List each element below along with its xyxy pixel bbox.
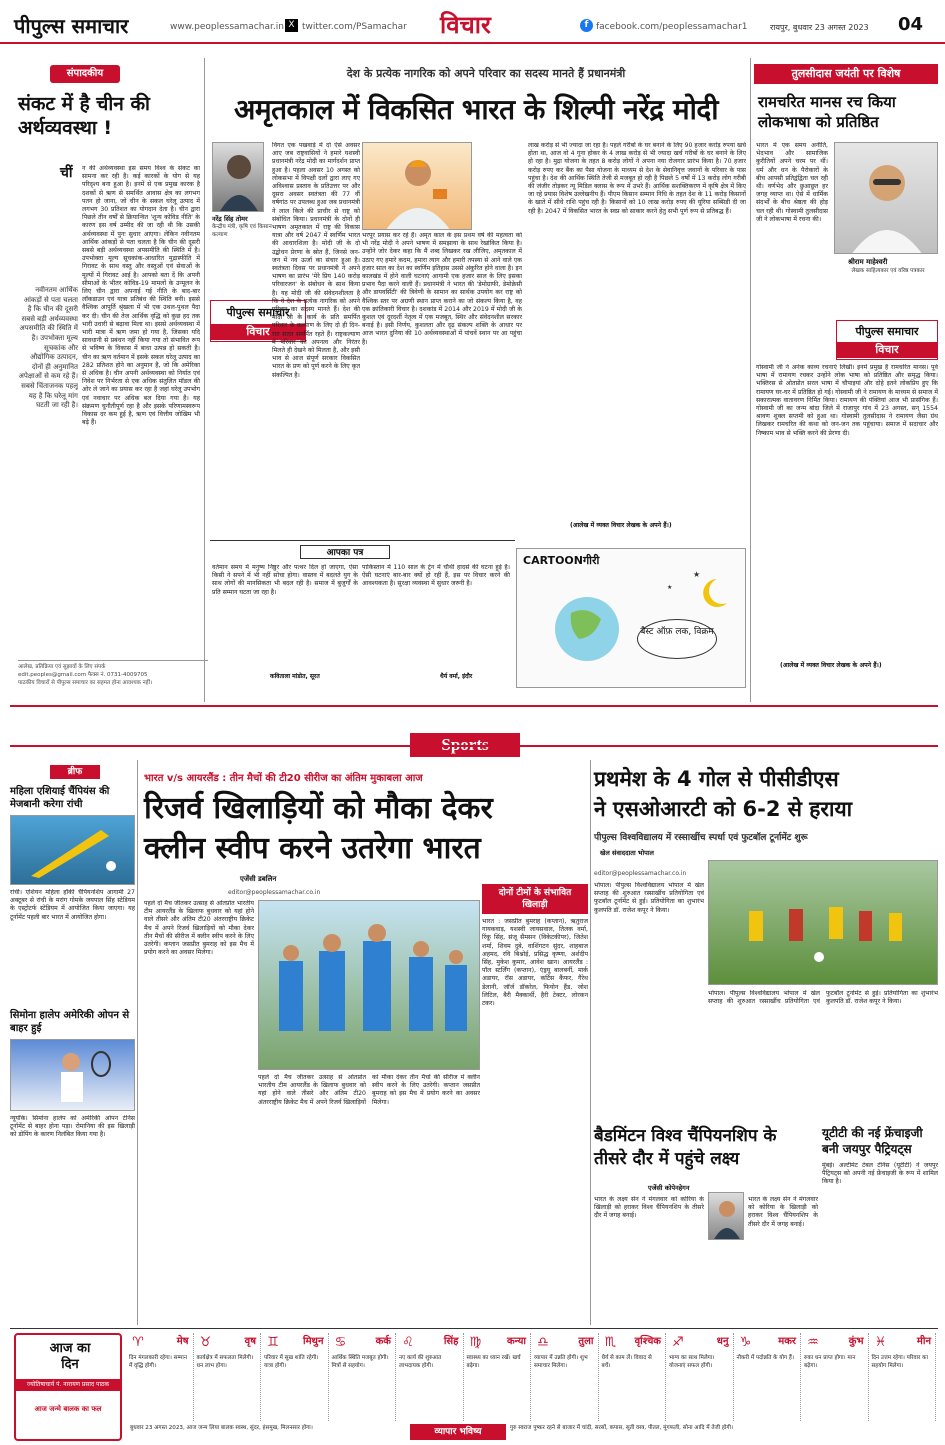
- rashi-text: भाग्य का साथ मिलेगा। योजनाएं सफल होंगी।: [669, 1355, 715, 1369]
- letters-col2: पाकिस्तान में 110 साल के ट्रेन में चौथी हादसे की घटना हुई है। ऐसी घटनाएं बार-बार क्यों हो रही हैं, इस पर विचार करने की आवश्यकता है। सुरक्षा व्यवस्था में सुधार जरूरी है।: [362, 564, 510, 588]
- horoscope-footer-right: गुरु स्वराज पुष्कर रहने से बाजार में चांदी, सरसों, कपास, सूती वस्त्र, पीतल, मूंगफली, सोना आदि में तेजी होगी।: [510, 1425, 734, 1431]
- section-title: विचार: [440, 11, 491, 39]
- zodiac-icon: ♈: [132, 1335, 144, 1350]
- page-number: 04: [898, 14, 924, 35]
- editorial-headline: संकट में है चीन की अर्थव्यवस्था !: [18, 93, 150, 139]
- cricket-headline2: क्लीन स्वीप करने उतरेगा भारत: [144, 831, 481, 866]
- badminton-body2: भारत के लक्ष्य सेन ने मंगलवार को कोरिया के खिलाड़ी को हराकर विश्व चैंपियनशिप के तीसरे दौर में जगह बनाई।: [748, 1196, 818, 1228]
- rashi-card: [329, 1333, 397, 1421]
- astrologer-name: ज्योतिषाचार्य पं. नारायण प्रसाद पाठक: [16, 1379, 120, 1391]
- probable-title: दोनों टीमों के संभावित खिलाड़ी: [482, 884, 588, 914]
- feature-brand-box: [836, 320, 938, 360]
- divider: [204, 58, 205, 702]
- dateline: रायपुर, बुधवार 23 अगस्त 2023: [770, 23, 869, 32]
- football-byline: खेल संवाददाता भोपाल: [600, 849, 654, 857]
- brief2-headline: सिमोना हालेप अमेरिकी ओपन से बाहर हुई: [10, 1010, 130, 1034]
- modi-photo: [362, 142, 472, 230]
- feature-author-photo: [834, 142, 938, 254]
- brief-column: [10, 765, 135, 1325]
- football-body: भोपाल। पीपुल्स विश्वविद्यालय भोपाल में खेल सप्ताह की शुरुआत रस्साखींच प्रतियोगिता एवं फुटबॉल टूर्नामेंट से हुई। प्रतियोगिता का शुभारंभ कुलपति डॉ. राजेश कपूर ने किया।: [594, 882, 704, 914]
- feature-body1: भारत में एक समय अनीति, भेदभाव और सामाजिक कुरीतियों अपने चरम पर थीं। धर्म और धन के पैरोकारों के बीच आपसी प्रतिद्वंद्विता चल रही थी। वर्णभेद और छुआछूत हर जगह व्याप्त था। ऐसे में धार्मिक संदर्भों के बीच श्रेष्ठता की होड़ चल रही थी। गोस्वामी तुलसीदास जी ने लोकभाषा में रचना की।: [756, 142, 828, 223]
- masthead: [0, 0, 945, 44]
- cricket-kicker: भारत v/s आयरलैंड : तीन मैचों की टी20 सीरीज का अंतिम मुकाबला आज: [144, 773, 423, 784]
- divider: [590, 760, 591, 1325]
- zodiac-icon: ♓: [874, 1335, 887, 1350]
- rashi-card: [464, 1333, 532, 1421]
- rashi-name: तुला: [578, 1336, 594, 1347]
- person-silhouette-icon: [835, 143, 938, 254]
- rashi-card: [531, 1333, 599, 1421]
- moon-globe-icon: [517, 549, 747, 689]
- cartoon-title: CARTOONगीरी: [523, 554, 600, 567]
- feature-brand-logo: पीपुल्स समाचार: [855, 325, 919, 338]
- brief1-headline: महिला एशियाई चैंपियंस की मेजबानी करेगा रांची: [10, 786, 110, 810]
- editorial-body: न की अर्थव्यवस्था इस समय विश्व के संकट का सामना कर रही है। कई कारकों के योग से यह परिदृश्य बना हुआ है। इनमें से एक प्रमुख कारक है दशकों से ऋण से समर्थित आवास क्षेत्र का लगभग पतन हो जाना, जो चीन के सकल घरेलू उत्पाद में लगभग 30 प्रतिशत का योगदान देता है। चीन द्वारा पिछले तीन वर्षों से क्रियान्वित 'शून्य कोविड नीति' के कारण इस वर्ष उम्मीद की जा रही थी कि उसकी अर्थव्यवस्था में पुनः सुधार आएगा। लेकिन नवीनतम आर्थिक आंकड़ों से पता चलता है कि चीन की दूसरी सबसे बड़ी अर्थव्यवस्था अपसमीति की स्थिति में है। उपभोक्ता मूल्य सूचकांक-आधारित मुद्रास्फीति में गिरावट के साथ वस्तु और वस्तुओं एवं सेवाओं के मूल्यों में गिरावट आई है। आपको बता दें कि अपनी सीमाओं के भीतर कोविड-19 मामलों के उन्मूलन के लिए चीन द्वारा अपनाई गई नीति के बाद-बार लॉकडाउन एवं यात्रा प्रतिबंध की स्थिति बनी। इससे वैश्विक आपूर्ति श्रृंखला में भी एक उथल-पुथल पैदा कर दी। चीन की तेज आर्थिक वृद्धि को कुछ हद तक भारी उधारी से बढ़ावा मिला था। इससे अर्थव्यवस्था में भारी मात्रा में ऋण जमा हो गया है, जिसका यदि सावधानी से प्रबंधन नहीं किया गया तो संभावित रूप से भविष्य के विकास में बाधा उत्पन्न हो सकती है। चीन का ऋण वर्तमान में इसके सकल घरेलू उत्पाद का 282 प्रतिशत होने का अनुमान है, जो कि अमेरिका से अधिक है। चीन अपनी अर्थव्यवस्था को निर्यात एवं निवेश पर निर्भरता से एक अधिक संतुलित मॉडल की ओर ले जाने का प्रयास कर रहा है जहां घरेलू उपभोग एवं नवाचार पर अधिक बल दिया गया है। यह संक्रमण चुनौतीपूर्ण रहा है और इसके परिणामस्वरूप विकास दर कम हुई है, ऋण एवं वित्तीय जोखिम भी बढ़े हैं।: [82, 165, 200, 427]
- zodiac-icon: ♐: [672, 1335, 684, 1350]
- badminton-headline: बैडमिंटन विश्व चैंपियनशिप के तीसरे दौर में पहुंचे लक्ष्य: [594, 1126, 777, 1169]
- person-silhouette-icon: [709, 1193, 744, 1240]
- rashi-card: [869, 1333, 937, 1421]
- hockey-photo: [10, 815, 135, 885]
- rashi-text: व्यापार में उन्नति होगी। शुभ समाचार मिलेगा।: [534, 1355, 588, 1369]
- lead-col3: लाख करोड़ से भी ज्यादा जा रहा है। पहले गरीबों के घर बनाने के लिए 90 हजार करोड़ रुपया खर्च होता था, आज वो 4 गुना होकर के 4 लाख करोड़ से भी ज्यादा खर्च गरीबों के घर बनाने के लिए हो रहा है। मुद्रा योजना के तहत 8 करोड़ लोगों ने अपना नया रोजगार प्रारंभ किया है। 70 हजार करोड़ रुपए कर बैंक का पैसा योजना के माध्यम से देश के सेवानिवृत्त जवानों के परिवार के पास पहुंचा है। देश की आर्थिक स्थिति तेजी से मजबूत हो रही है पिछले 5 वर्षों में 13 करोड़ लोग गरीबी की जंजीर तोड़कर न्यू मिडिल क्लास के रूप में उभरे हैं। आर्थिक सशक्तिकरण में कृषि क्षेत्र में किए जा रहे प्रयास विशेष उल्लेखनीय हैं। पीएम किसान सम्मान निधि के तहत देश के 11 करोड़ किसानों के खाते में सीधे राशि पहुंच रही है। किसानों को 10 लाख करोड़ रुपए की यूरिया सब्सिडी दी जा रही है। 2047 में विकसित भारत के स्वप्न को साकार करने हेतु सभी पूर्ण रूप से प्रतिबद्ध हैं।: [528, 142, 746, 215]
- cricket-team-icon: [259, 901, 480, 1070]
- child-fortune: आज जन्मे बालक का फल: [34, 1405, 102, 1413]
- cricket-body-cont: पहले दो मैच जीतकर उत्साह से ओतप्रोत भारतीय टीम आयरलैंड के खिलाफ बुधवार को यहां होने वाले तीसरे और अंतिम टी20 अंतरराष्ट्रीय क्रिकेट मैच में अपने रिजर्व खिलाड़ियों को मौका देकर तीन मैचों की सीरीज में क्लीन स्वीप करने के लिए उतरेगी। कप्तान जसप्रीत बुमराह को इस मैच में प्रयोग करने का अवसर मिलेगा।: [258, 1074, 480, 1106]
- lead-headline: अमृतकाल में विकसित भारत के शिल्पी नरेंद्र मोदी: [233, 93, 719, 126]
- letters-col1: वर्तमान समय में मनुष्य निष्ठुर और पत्थर दिल हो जाएगा, ऐसा किसी ने सपने में भी नहीं सोचा होगा। वास्तव में बदलते युग के साथ लोगों की मानसिकता भी बदल रही है। समाज में बुजुर्गों के प्रति सम्मान घटता जा रहा है।: [212, 564, 358, 596]
- football-headline1: प्रथमेश के 4 गोल से पीसीडीएस: [594, 767, 839, 791]
- zodiac-icon: ♎: [537, 1335, 549, 1350]
- lead-author-desc: केन्द्रीय मंत्री, कृषि एवं किसान कल्याण: [212, 224, 272, 238]
- rashi-name: कुंभ: [848, 1336, 864, 1347]
- utt-headline: यूटीटी की नई फ्रेंचाइजी बनी जयपुर पैट्रियट्स: [822, 1126, 923, 1156]
- credit-email[interactable]: edit.peoples@gmail.com फैक्स नं. 0731-4009705: [18, 672, 148, 678]
- rashi-card: [801, 1333, 869, 1421]
- lead-col1: विगत एक पखवाड़े में दो ऐसे अवसर आए जब राष्ट्रवासियों ने हमारे यशस्वी प्रधानमंत्री नरेंद्र मोदी का मार्गदर्शन प्राप्त हुआ है। पहला अवसर 10 अगस्त को लोकसभा में विपक्षी दलों द्वारा लाए गए अविश्वास प्रस्ताव के प्रतिउत्तर पर और दूसरा अवसर स्वतंत्रता की 77 वीं वर्षगांठ पर उपलब्ध हुआ जब प्रधानमंत्री ने लाल किले की प्राचीर से राष्ट्र को संबोधित किया। प्रधानमंत्री के दोनों ही भाषण अमृतकाल में राष्ट्र की विकास यात्रा और वर्ष 2047 में स्वर्णिम भारत की आधारशिला है। मोदी जी के दो उद्बोधन प्रेरणा के स्रोत हैं, जिनसे जन-जन में नव ऊर्जा का संचार हुआ है। स्वतंत्रता दिवस पर प्रधानमंत्री ने अपने भाषण का प्रारंभ 'मेरे प्रिय 140 करोड़ परिवारजन' के संबोधन के साथ किया है। यह मोदी जी की संवेदनशीलता है कि वे देश के प्रत्येक नागरिक को अपने परिवार का सदस्य मानते हैं। देश की मोदी जी के कार्य के प्रति समर्पित परिवार के कल्याण के लिए दो ही दिन-रात सतत समर्पित रहते हैं। राष्ट्रकल्याण में परिवार का अपनत्व और निरंतर मिलते ही देखने को मिलता है, और इसी भाव से आज संपूर्ण सरकार विकसित भारत के प्रण को पूर्ण करने के लिए कृत संकल्पित है।: [272, 142, 360, 379]
- feature-brand-tag: विचार: [837, 342, 937, 358]
- hockey-stick-icon: [11, 816, 135, 885]
- football-photo: [708, 860, 938, 985]
- cricket-byline: एजेंसी डबलिन: [240, 875, 277, 883]
- rashi-name: सिंह: [443, 1336, 459, 1347]
- divider: [750, 58, 751, 702]
- feature-footnote: (आलेख में व्यक्त विचार लेखक के अपने हैं।): [780, 662, 882, 669]
- rashi-text: दिन उत्तम रहेगा। परिवार का सहयोग मिलेगा।: [871, 1355, 928, 1369]
- editorial-dropcap: चीं: [60, 165, 73, 181]
- editorial-pullquote: नवीनतम आर्थिक आंकड़ों से पता चलता है कि चीन की दूसरी सबसे बड़ी अर्थव्यवस्था अपसमीति की स्थिति में है। उपभोक्ता मूल्य सूचकांक और औद्योगिक उत्पादन, दोनों ही अनुमानित अपेक्षाओं से कम रहे हैं। सबसे चिंताजनक पहलू यह है कि घरेलू मांग घटती जा रही है।: [18, 286, 78, 410]
- rashi-name: वृश्चिक: [634, 1336, 661, 1347]
- facebook-icon: f: [580, 19, 593, 32]
- probable-box: [482, 884, 588, 1324]
- rashi-text: दिन मंगलकारी रहेगा। सम्मान में वृद्धि होगी।: [129, 1355, 187, 1369]
- rashi-name: कर्क: [375, 1336, 391, 1347]
- credit-line2: पाठकीय विचारों से पीपुल्स समाचार का सहमत होना आवश्यक नहीं।: [18, 680, 153, 686]
- rashi-name: मकर: [778, 1336, 796, 1347]
- cricket-body: पहले दो मैच जीतकर उत्साह से ओतप्रोत भारतीय टीम आयरलैंड के खिलाफ बुधवार को यहां होने वाले तीसरे और अंतिम टी20 अंतरराष्ट्रीय क्रिकेट मैच में अपने रिजर्व खिलाड़ियों को मौका देकर तीन मैचों की सीरीज में क्लीन स्वीप करने के लिए उतरेगी। कप्तान जसप्रीत बुमराह को इस मैच में प्रयोग करने का अवसर मिलेगा।: [144, 900, 254, 957]
- svg-text:★: ★: [667, 584, 673, 591]
- cricket-headline1: रिजर्व खिलाड़ियों को मौका देकर: [144, 791, 493, 826]
- rashi-name: वृष: [244, 1336, 256, 1347]
- rashi-name: मिथुन: [302, 1336, 324, 1347]
- cricket-photo: [258, 900, 480, 1070]
- horoscope-head: [14, 1333, 122, 1441]
- editorial-tag: संपादकीय: [50, 65, 120, 83]
- rashi-name: धनु: [716, 1336, 729, 1347]
- feature-body2: गोस्वामी जी ने अनेक काव्य रचनाएं लिखीं। इनमें प्रमुख है रामचरित मानस। पूर्व भाषा में रामायण रचकर उन्होंने लोक भाषा को प्रतिष्ठित और समृद्ध किया। भक्तिरस से ओतप्रोत सरल भाषा में चौपाइयां और दोहे इतने लोकप्रिय हुए कि रामायण घर-घर में प्रतिष्ठित हो गई। गोस्वामी जी ने रामायण के माध्यम से समाज में सकारात्मक वातावरण निर्मित किया। रामायण की पंक्तियां आज भी प्रासंगिक हैं। गोस्वामी जी का जन्म बांदा जिले में राजापुर गांव में 23 अगस्त, सन् 1554 श्रावण शुक्ल सप्तमी को हुआ था। गोस्वामी तुलसीदास ने रामायण जैसा ग्रंथ लिखकर रामचरित की कथा को जन-जन तक पहुंचाया। समाज में सदाचार और निष्काम भाव से भक्ति करने की प्रेरणा दी।: [756, 364, 938, 437]
- website[interactable]: www.peoplessamachar.in: [170, 22, 284, 32]
- football-body2: भोपाल। पीपुल्स विश्वविद्यालय भोपाल में खेल सप्ताह की शुरुआत रस्साखींच प्रतियोगिता एवं फुटबॉल टूर्नामेंट से हुई। प्रतियोगिता का शुभारंभ कुलपति डॉ. राजेश कपूर ने किया।: [708, 990, 938, 1006]
- probable-body: भारत : जसप्रीत बुमराह (कप्तान), ऋतुराज गायकवाड़, यशस्वी जायसवाल, तिलक वर्मा, रिंकू सिंह, संजू सैमसन (विकेटकीपर), जितेश शर्मा, शिवम दुबे, वाशिंगटन सुंदर, शाहबाज अहमद, रवि बिश्नोई, प्रसिद्ध कृष्णा, अर्शदीप सिंह, मुकेश कुमार, आवेश खान। आयरलैंड : पॉल स्टर्लिंग (कप्तान), एंड्रयू बालबर्नी, मार्क अडायर, रॉस अडायर, कर्टिस कैंफर, गैरेथ डेलानी, जॉर्ज डॉकरेल, फियोन हैंड, जोश लिटिल, बैरी मैक्कार्थी, हैरी टेक्टर, लोरकन टकर।: [482, 918, 588, 1008]
- rashi-name: कन्या: [506, 1336, 526, 1347]
- lead-kicker: देश के प्रत्येक नागरिक को अपने परिवार का सदस्य मानते हैं प्रधानमंत्री: [346, 67, 626, 80]
- svg-text:★: ★: [693, 570, 701, 579]
- letters-sign2: धैर्य वर्मा, इंदौर: [440, 673, 473, 680]
- zodiac-icon: ♍: [469, 1335, 482, 1350]
- brief-tag: ब्रीफ: [50, 765, 100, 779]
- zodiac-icon: ♒: [807, 1335, 819, 1350]
- feature-author-name: श्रीराम माहेश्वरी: [848, 258, 888, 266]
- lead-col2: भरपूर प्रयास कर रहे हैं। अमृत काल के इस प्रथम वर्ष की महत्वता को भी नरेंद्र मोदी ने अपने भाषण में समझाया के साथ रेखांकित किया है। उन्होंने जोर देकर कहा कि मैं शब्द लिखकर रख लीजिए, अमृतकाल में उठाए गए हमारे कदम, हमारा त्याग और हमारी तपस्या से आने वाले एक हजार साल का देश का स्वर्णिम इतिहास उससे अंकुरित होने वाला है। इन कालखंड में होने वाली घटनाएं आगामी एक हजार साल के लिए इसका प्रभाव पैदा करने वाली हैं। प्रधानमंत्री ने भारत की 'डेमोग्राफी, डेमोक्रेसी और डायवर्सिटी' की त्रिवेणी के सामान का सार्थक उपयोग कर राष्ट्र को वैश्विक स्तर पर अग्रणी स्थान प्राप्त कराने का जो संकल्प किया है, वह एक क्रांतिकारी विचार है। दशकांड में 2014 और 2019 में मोदी जी के कुशल एवं दूरदर्शी नेतृत्व में एक मजबूत, स्थिर और संवेदनशील सरकार बनाई है। इसी निर्णय, कुशलता और दृढ़ संकल्प शक्ति के आधार पर आज भारत दुनिया की 10 अर्थव्यवस्थाओं में पांचवें स्थान पर आ पहुंचा है।: [362, 232, 522, 346]
- rashi-text: परिवार में सुख शांति रहेगी। यात्रा होगी।: [264, 1355, 319, 1369]
- cricket-email[interactable]: editor@peoplessamachar.co.in: [228, 889, 321, 896]
- letters-title: आपका पत्र: [300, 545, 390, 559]
- zodiac-icon: ♏: [604, 1335, 617, 1350]
- lead-footnote: (आलेख में व्यक्त विचार लेखक के अपने हैं।): [570, 522, 672, 529]
- editorial-credit: [18, 660, 208, 700]
- paper-logo: पीपुल्स समाचार: [14, 14, 129, 38]
- zodiac-icon: ♊: [267, 1335, 279, 1350]
- zodiac-icon: ♌: [402, 1335, 414, 1350]
- divider: [137, 760, 138, 1325]
- brief2-body: न्यूयॉर्क। सिमोना हालेप को अमेरिकी ओपन टेनिस टूर्नामेंट से बाहर होना पड़ा। रोमानिया की इस खिलाड़ी को डोपिंग के कारण निलंबित किया गया है।: [10, 1115, 135, 1139]
- rashi-name: मीन: [916, 1336, 931, 1347]
- rashi-card: [734, 1333, 802, 1421]
- lead-author-name: नरेंद्र सिंह तोमर: [212, 215, 248, 223]
- rashi-text: रुका धन प्राप्त होगा। मान बढ़ेगा।: [804, 1355, 856, 1369]
- rashi-card: [396, 1333, 464, 1421]
- divider: [10, 705, 938, 707]
- rashi-card: [126, 1333, 194, 1421]
- feature-headline: रामचरित मानस रच किया लोकभाषा को प्रतिष्ठित: [758, 93, 896, 131]
- feature-author-desc: लेखक साहित्यकार एवं वरिष्ठ पत्रकार: [851, 268, 925, 274]
- editorial-column: [10, 60, 200, 700]
- rashi-card: [194, 1333, 262, 1421]
- feature-tag: तुलसीदास जयंती पर विशेष: [754, 64, 938, 84]
- zodiac-icon: ♉: [199, 1335, 212, 1350]
- rashi-text: धैर्य से काम लें। विवाद से बचें।: [601, 1355, 652, 1369]
- divider: [10, 745, 938, 747]
- divider: [10, 1328, 938, 1329]
- lead-brand-logo: पीपुल्स समाचार: [226, 306, 290, 319]
- twitter-icon: X: [285, 19, 298, 32]
- rashi-text: कार्यक्षेत्र में सफलता मिलेगी। धन लाभ होगा।: [196, 1355, 254, 1369]
- letters-sign1: कविताला मांडोत, सूरत: [270, 673, 320, 680]
- rashi-text: आर्थिक स्थिति मजबूत होगी। मित्रों से सहयोग।: [331, 1355, 389, 1369]
- rashi-text: नए कार्य की शुरुआत लाभदायक होगी।: [399, 1355, 442, 1369]
- football-headline2: ने एसओआरटी को 6-2 से हराया: [594, 797, 853, 821]
- facebook-handle[interactable]: facebook.com/peoplessamachar1: [596, 22, 748, 32]
- horoscope-title: आज का दिन: [49, 1341, 91, 1372]
- zodiac-icon: ♑: [739, 1335, 752, 1350]
- badminton-body: भारत के लक्ष्य सेन ने मंगलवार को कोरिया के खिलाड़ी को हराकर विश्व चैंपियनशिप के तीसरे दौर में जगह बनाई।: [594, 1196, 704, 1220]
- utt-body: मुंबई। अल्टीमेट टेबल टेनिस (यूटीटी) ने जयपुर पैट्रियट्स को अपनी नई फ्रेंचाइजी के रूप में शामिल किया है।: [822, 1162, 938, 1186]
- rashi-card: [599, 1333, 667, 1421]
- tennis-player-icon: [11, 1040, 135, 1111]
- brief1-body: रांची। एशियन महिला हॉकी चैंपियनशिप आगामी 27 अक्टूबर से रांची के मरांग गोमके जयपाल सिंह स्टेडियम के एस्ट्रोटर्फ स्टेडियम में आयोजित किया जाएगा। यह टूर्नामेंट पहली बार भारत में आयोजित होगा।: [10, 889, 135, 921]
- twitter-handle[interactable]: twitter.com/PSamachar: [302, 22, 407, 32]
- business-forecast-tag: व्यापार भविष्य: [410, 1424, 506, 1440]
- zodiac-icon: ♋: [334, 1335, 347, 1350]
- rashi-card: [666, 1333, 734, 1421]
- football-players-icon: [709, 861, 938, 985]
- divider: [210, 540, 515, 541]
- rashi-text: नौकरी में पदोन्नति के योग हैं।: [736, 1355, 794, 1361]
- rashi-name: मेष: [176, 1336, 189, 1347]
- pm-photo-icon: [363, 143, 472, 230]
- rashi-text: स्वास्थ्य का ध्यान रखें। खर्च बढ़ेगा।: [466, 1355, 521, 1369]
- badminton-byline: एजेंसी कोपेनहेगन: [648, 1184, 690, 1192]
- credit-line1: आलेख, प्रतिक्रिया एवं सुझावों के लिए संपर्क: [18, 664, 106, 670]
- football-email[interactable]: editor@peoplessamachar.co.in: [594, 870, 687, 877]
- badminton-photo: [708, 1192, 744, 1240]
- lead-brand-tag: विचार: [211, 324, 305, 340]
- horoscope-footer-left: बुधवार 23 अगस्त 2023, आज जन्म लिया बालक स्वस्थ, सुंदर, हंसमुख, मिलनसार होगा।: [130, 1425, 313, 1431]
- cartoon-bubble: बैस्ट ऑफ़ लक, विक्रम: [637, 619, 717, 659]
- rashi-card: [261, 1333, 329, 1421]
- cartoon-box: [516, 548, 746, 688]
- tennis-photo: [10, 1039, 135, 1111]
- football-sub: पीपुल्स विश्वविद्यालय में रस्साखींच स्पर्धा एवं फुटबॉल टूर्नामेंट शुरू: [594, 833, 808, 843]
